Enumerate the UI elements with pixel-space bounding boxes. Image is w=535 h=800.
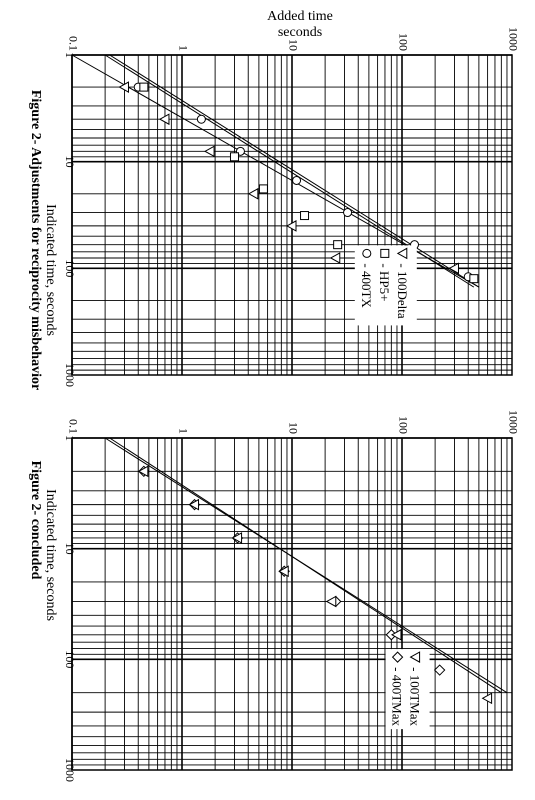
added-time-tick-label: 1000 [506,410,521,434]
data-point-circle [293,176,301,184]
data-point-circle [344,209,352,217]
added-time-tick-label: 1000 [506,27,521,51]
added-time-tick-label: 100 [396,33,411,51]
legend-label: - HP5+ [376,263,392,302]
figure-caption: Figure 2- Adjustments for reciprocity misbehavior [28,89,43,391]
page-title [267,9,333,40]
figure-caption: Figure 2- concluded [28,460,43,580]
indicated-time-tick-label: 1000 [63,363,77,387]
added-time-tick-label: 0.1 [66,36,81,51]
data-point-square [140,83,148,91]
indicated-time-tick-label: 100 [63,259,77,278]
data-point-circle [197,115,205,123]
data-point-square [301,212,309,220]
page-title-line1: Added time [267,9,333,24]
added-time-tick-label: 0.1 [66,419,81,434]
x-axis-label: Indicated time, seconds [43,204,58,336]
page-title-line2: seconds [277,25,323,40]
legend-marker-square [381,249,389,257]
legend-marker-circle [363,249,371,257]
indicated-time-tick-label: 100 [63,650,77,669]
indicated-time-tick-label: 10 [63,542,77,555]
added-time-tick-label: 100 [396,416,411,434]
added-time-tick-label: 10 [286,422,301,434]
legend [386,649,430,729]
chart-fig2a [28,27,520,390]
added-time-tick-label: 1 [176,45,191,51]
added-time-tick-label: 10 [286,39,301,51]
data-point-square [470,275,478,283]
legend-label: - 100Delta [394,263,410,319]
legend-label: - 400TX [358,263,374,308]
indicated-time-tick-label: 1 [63,435,77,441]
data-point-square [259,185,267,193]
legend [355,245,417,325]
legend-label: - 400TMax [389,667,405,726]
indicated-time-tick-label: 1 [63,52,77,58]
indicated-time-tick-label: 10 [63,155,77,168]
legend-label: - 100TMax [407,667,423,726]
x-axis-label: Indicated time, seconds [43,489,58,621]
chart-fig2b [28,410,520,782]
added-time-tick-label: 1 [176,428,191,434]
data-point-square [334,241,342,249]
indicated-time-tick-label: 1000 [63,758,77,782]
data-point-square [230,153,238,161]
